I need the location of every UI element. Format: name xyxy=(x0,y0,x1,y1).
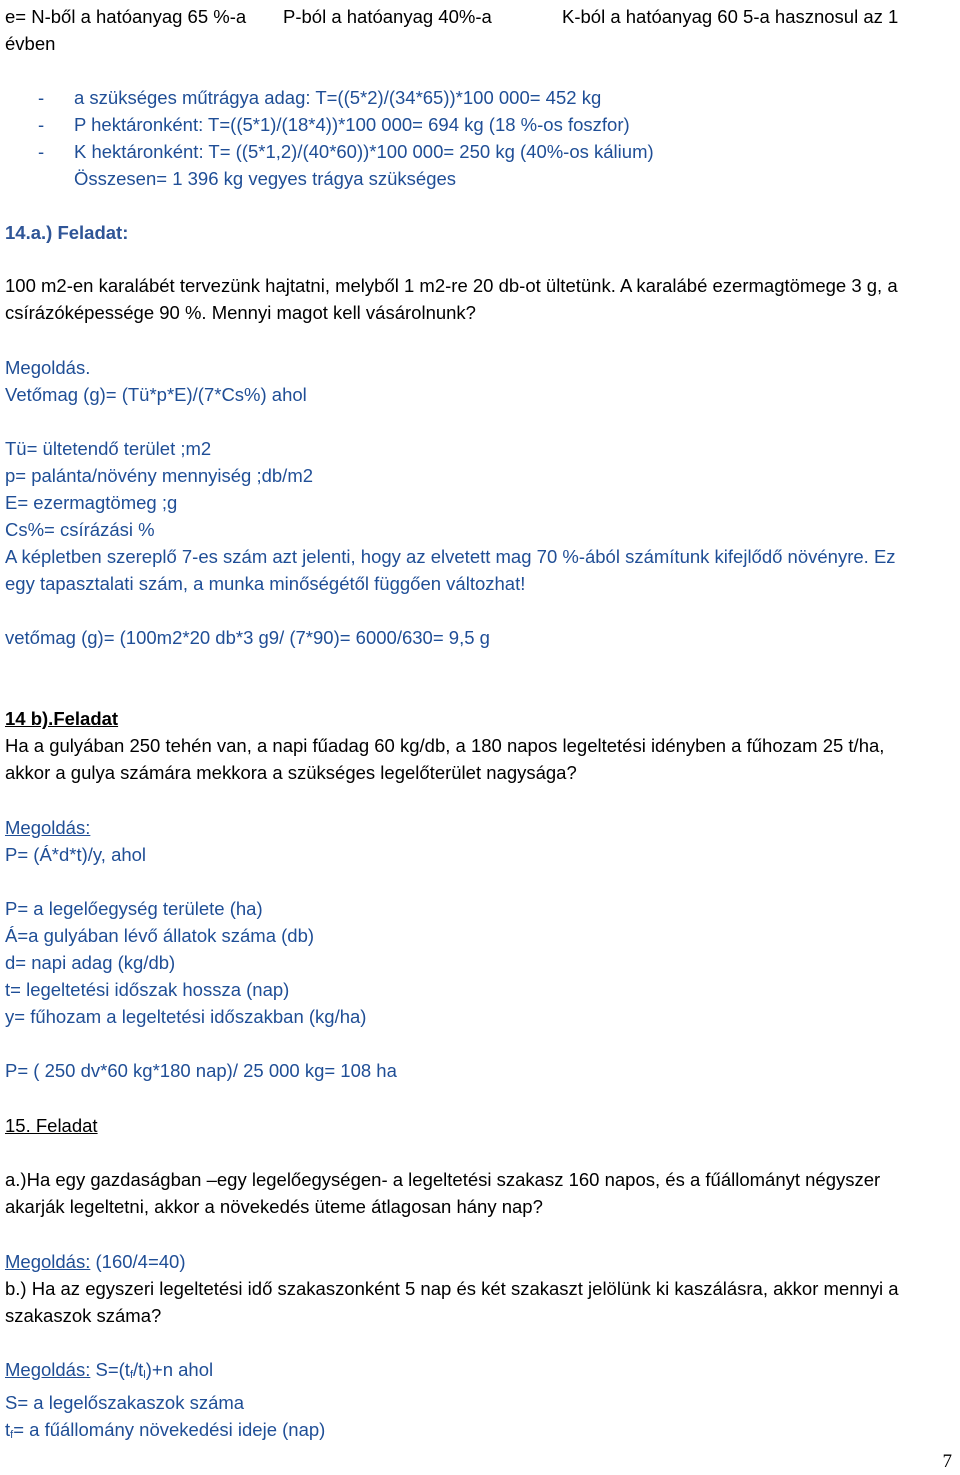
definition: Á=a gulyában lévő állatok száma (db) xyxy=(5,925,315,946)
task-14b-definitions xyxy=(5,895,942,1030)
task-14b-solution xyxy=(5,814,942,868)
formula-part: /t xyxy=(133,1359,144,1380)
solution-label: Megoldás. xyxy=(5,357,91,378)
definition: P= a legelőegység területe (ha) xyxy=(5,898,263,919)
problem-line: 100 m2-en karalábét tervezünk hajtatni, melyből 1 m2-re 20 db-ot ültetünk. A karalábé ezermagtömege 3 g, a xyxy=(5,275,898,296)
task-14a-result: vetőmag (g)= (100m2*20 db*3 g9/ (7*90)= 6000/630= 9,5 g xyxy=(5,627,490,648)
task-15b-solution xyxy=(5,1356,942,1449)
definition: Tü= ültetendő terület ;m2 xyxy=(5,438,212,459)
formula: P= (Á*d*t)/y, ahol xyxy=(5,844,147,865)
formula-subscript: l xyxy=(143,1369,146,1381)
definition: y= fűhozam a legeltetési időszakban (kg/ha) xyxy=(5,1006,367,1027)
problem-line: akarják legeltetni, akkor a növekedés üteme átlagosan hány nap? xyxy=(5,1196,543,1217)
problem-line: a.)Ha egy gazdaságban –egy legelőegységen- a legeltetési szakasz 160 napos, és a fűállományt négyszer xyxy=(5,1169,881,1190)
list-item-text: a szükséges műtrágya adag: T=((5*2)/(34*65))*100 000= 452 kg xyxy=(74,87,602,108)
definition: Cs%= csírázási % xyxy=(5,519,155,540)
problem-line: szakaszok száma? xyxy=(5,1305,162,1326)
problem-line: b.) Ha az egyszeri legeltetési idő szakaszonként 5 nap és két szakaszt jelölünk ki kaszálásra, akkor mennyi a xyxy=(5,1278,899,1299)
page-number: 7 xyxy=(942,1451,952,1472)
list-dash: - xyxy=(38,87,45,108)
solution-label: Megoldás: xyxy=(5,1251,91,1272)
definition-part: t xyxy=(5,1419,11,1440)
header-phosphorus: P-ból a hatóanyag 40%-a xyxy=(283,6,492,27)
definition xyxy=(5,1416,942,1449)
list-dash: - xyxy=(38,114,45,135)
definition: t= legeltetési időszak hossza (nap) xyxy=(5,979,290,1000)
definition: d= napi adag (kg/db) xyxy=(5,952,176,973)
list-item-text: Összesen= 1 396 kg vegyes trágya szükséges xyxy=(74,168,457,189)
formula: Vetőmag (g)= (Tü*p*E)/(7*Cs%) ahol xyxy=(5,384,307,405)
definition: S= a legelőszakaszok száma xyxy=(5,1392,245,1413)
formula-part: S=(t xyxy=(95,1359,130,1380)
header-potassium: K-ból a hatóanyag 60 5-a hasznosul az 1 xyxy=(562,6,899,27)
definition: E= ezermagtömeg ;g xyxy=(5,492,178,513)
definition: p= palánta/növény mennyiség ;db/m2 xyxy=(5,465,314,486)
problem-line: akkor a gulya számára mekkora a szükséges legelőterület nagysága? xyxy=(5,762,577,783)
header-nitrogen: e= N-ből a hatóanyag 65 %-a xyxy=(5,6,247,27)
task-14b-problem xyxy=(5,732,942,786)
formula-subscript: f xyxy=(129,1369,134,1381)
problem-line: csírázóképessége 90 %. Mennyi magot kell vásárolnunk? xyxy=(5,302,476,323)
task-14b-result: P= ( 250 dv*60 kg*180 nap)/ 25 000 kg= 108 ha xyxy=(5,1060,397,1081)
solution-label: Megoldás: xyxy=(5,1359,91,1380)
task-14a-heading: 14.a.) Feladat: xyxy=(5,222,129,243)
task-15a-solution xyxy=(5,1248,942,1275)
list-dash: - xyxy=(38,141,45,162)
solution-value: (160/4=40) xyxy=(95,1251,186,1272)
definition-part: = a fűállomány növekedési ideje (nap) xyxy=(13,1419,326,1440)
problem-line: Ha a gulyában 250 tehén van, a napi fűadag 60 kg/db, a 180 napos legeltetési idényben a fűhozam 25 t/ha, xyxy=(5,735,885,756)
task-14a-problem xyxy=(5,272,942,326)
task-14a-solution xyxy=(5,354,942,408)
task-14a-definitions xyxy=(5,435,942,597)
task-15a-problem xyxy=(5,1166,942,1220)
task-15-heading: 15. Feladat xyxy=(5,1115,98,1136)
solution-line xyxy=(5,1356,942,1389)
solution-label: Megoldás: xyxy=(5,817,91,838)
list-item-text: P hektáronként: T=((5*1)/(18*4))*100 000= 694 kg (18 %-os foszfor) xyxy=(74,114,630,135)
note-line: egy tapasztalati szám, a munka minőségétől függően változhat! xyxy=(5,573,526,594)
task-15b-problem xyxy=(5,1275,942,1329)
definition-subscript: f xyxy=(10,1429,14,1441)
task-14b-heading: 14 b).Feladat xyxy=(5,708,119,729)
header-continuation: évben xyxy=(5,33,56,54)
list-item-text: K hektáronként: T= ((5*1,2)/(40*60))*100 000= 250 kg (40%-os kálium) xyxy=(74,141,654,162)
formula-part: )+n ahol xyxy=(145,1359,214,1380)
note-line: A képletben szereplő 7-es szám azt jelenti, hogy az elvetett mag 70 %-ából számítunk kifejlődő növényre. Ez xyxy=(5,546,896,567)
